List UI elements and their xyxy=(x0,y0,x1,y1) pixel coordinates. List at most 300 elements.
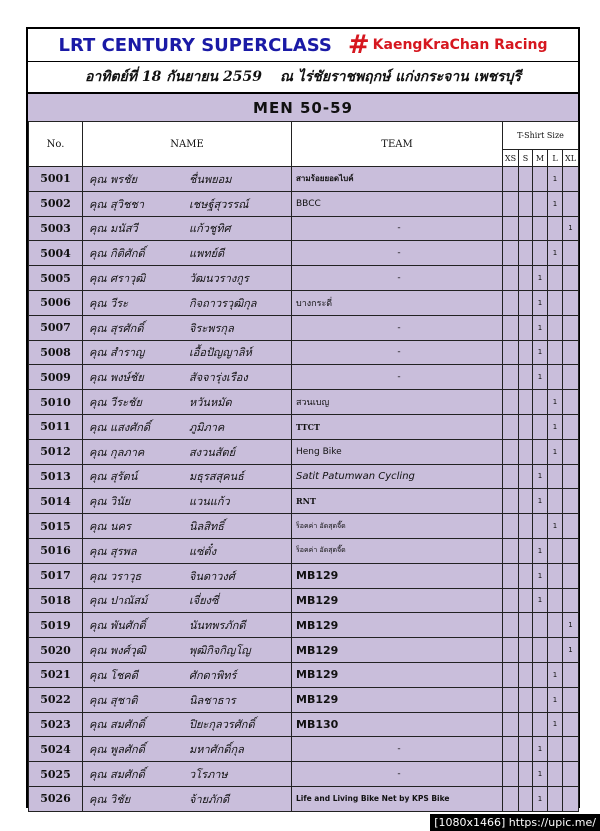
size-cell-s xyxy=(519,390,533,415)
rider-team: ร็อคค่า อัดสุดจี๊ด xyxy=(292,538,503,563)
size-cell-m: 1 xyxy=(533,464,548,489)
table-row xyxy=(29,638,579,663)
size-cell-m: 1 xyxy=(533,563,548,588)
size-cell-l: 1 xyxy=(548,687,563,712)
table-row xyxy=(29,390,579,415)
size-cell-s xyxy=(519,191,533,216)
size-cell-xl xyxy=(563,662,579,687)
rider-first-name: คุณ สุชาติ xyxy=(89,693,138,707)
size-cell-m: 1 xyxy=(533,290,548,315)
size-cell-m xyxy=(533,167,548,192)
size-cell-m xyxy=(533,613,548,638)
size-cell-s xyxy=(519,241,533,266)
size-cell-xl xyxy=(563,786,579,811)
rider-last-name: กิจถาวรวุฒิกุล xyxy=(189,296,257,310)
size-cell-m xyxy=(533,662,548,687)
size-cell-l xyxy=(548,786,563,811)
size-cell-s xyxy=(519,315,533,340)
rider-number: 5014 xyxy=(29,489,83,514)
size-cell-xs xyxy=(503,390,519,415)
size-cell-s xyxy=(519,489,533,514)
rider-team: RNT xyxy=(292,489,503,514)
size-cell-l xyxy=(548,464,563,489)
rider-number: 5015 xyxy=(29,514,83,539)
rider-first-name: คุณ นคร xyxy=(89,520,131,534)
size-cell-xl: 1 xyxy=(563,613,579,638)
size-cell-m: 1 xyxy=(533,786,548,811)
size-cell-xl xyxy=(563,340,579,365)
size-cell-xl: 1 xyxy=(563,638,579,663)
size-cell-xl xyxy=(563,588,579,613)
size-cell-l xyxy=(548,613,563,638)
size-cell-s xyxy=(519,786,533,811)
size-cell-xl xyxy=(563,439,579,464)
rider-last-name: ภูมิภาค xyxy=(189,420,225,434)
table-row xyxy=(29,290,579,315)
size-cell-l: 1 xyxy=(548,167,563,192)
table-row xyxy=(29,365,579,390)
size-cell-m: 1 xyxy=(533,315,548,340)
size-cell-s xyxy=(519,340,533,365)
rider-name xyxy=(83,167,292,192)
table-row xyxy=(29,687,579,712)
size-cell-m xyxy=(533,514,548,539)
col-header-name: NAME xyxy=(83,122,292,167)
roster-table xyxy=(28,121,579,812)
rider-number: 5009 xyxy=(29,365,83,390)
size-cell-l xyxy=(548,216,563,241)
rider-last-name: แก้วชูทิศ xyxy=(189,222,231,236)
table-row xyxy=(29,662,579,687)
size-cell-xl xyxy=(563,737,579,762)
size-cell-s xyxy=(519,216,533,241)
table-row xyxy=(29,712,579,737)
rider-name xyxy=(83,390,292,415)
table-row xyxy=(29,762,579,787)
rider-last-name: แซ่ตั๋ง xyxy=(189,544,217,558)
rider-name xyxy=(83,241,292,266)
rider-team: - xyxy=(292,216,503,241)
size-header-l: L xyxy=(548,150,563,167)
size-cell-xl xyxy=(563,464,579,489)
size-header-s: S xyxy=(519,150,533,167)
rider-name xyxy=(83,638,292,663)
size-cell-s xyxy=(519,439,533,464)
size-cell-xs xyxy=(503,464,519,489)
size-cell-xl xyxy=(563,167,579,192)
rider-first-name: คุณ ศราวุฒิ xyxy=(89,272,146,286)
rider-last-name: มหาศักดิ์กุล xyxy=(189,743,244,757)
table-row xyxy=(29,538,579,563)
rider-number: 5019 xyxy=(29,613,83,638)
rider-name xyxy=(83,588,292,613)
size-cell-l xyxy=(548,737,563,762)
size-cell-m xyxy=(533,390,548,415)
rider-name xyxy=(83,737,292,762)
rider-first-name: คุณ สมศักดิ์ xyxy=(89,768,145,782)
size-cell-l: 1 xyxy=(548,191,563,216)
size-cell-xs xyxy=(503,290,519,315)
rider-number: 5001 xyxy=(29,167,83,192)
hash-symbol: # xyxy=(347,30,370,60)
rider-number: 5021 xyxy=(29,662,83,687)
size-cell-s xyxy=(519,588,533,613)
rider-last-name: วัฒนวรางกูร xyxy=(189,272,249,286)
event-date: อาทิตย์ที่ 18 กันยายน 2559 xyxy=(84,69,262,85)
rider-last-name: มธุรสสุคนธ์ xyxy=(189,470,244,484)
rider-last-name: วโรภาษ xyxy=(189,768,228,782)
size-cell-s xyxy=(519,538,533,563)
rider-last-name: นิลชาธาร xyxy=(189,693,236,707)
rider-first-name: คุณ วิชัย xyxy=(89,792,131,806)
size-cell-s xyxy=(519,290,533,315)
table-row xyxy=(29,414,579,439)
size-cell-xs xyxy=(503,340,519,365)
size-cell-l: 1 xyxy=(548,390,563,415)
size-cell-xs xyxy=(503,563,519,588)
rider-first-name: คุณ วราวุธ xyxy=(89,569,142,583)
size-cell-xs xyxy=(503,439,519,464)
size-cell-m: 1 xyxy=(533,538,548,563)
size-cell-xl xyxy=(563,266,579,291)
table-row xyxy=(29,191,579,216)
size-cell-l: 1 xyxy=(548,712,563,737)
rider-last-name: แพทย์ดี xyxy=(189,247,225,261)
rider-last-name: หวันหมัด xyxy=(189,396,232,410)
rider-number: 5024 xyxy=(29,737,83,762)
size-cell-xl xyxy=(563,414,579,439)
rider-first-name: คุณ กุลภาค xyxy=(89,445,145,459)
size-cell-xl xyxy=(563,762,579,787)
size-cell-s xyxy=(519,662,533,687)
rider-first-name: คุณ พูลศักดิ์ xyxy=(89,743,145,757)
size-cell-l: 1 xyxy=(548,662,563,687)
size-cell-xl: 1 xyxy=(563,216,579,241)
size-cell-l xyxy=(548,538,563,563)
size-cell-xl xyxy=(563,390,579,415)
size-header-xl: XL xyxy=(563,150,579,167)
rider-name xyxy=(83,489,292,514)
rider-name xyxy=(83,538,292,563)
table-row xyxy=(29,786,579,811)
rider-name xyxy=(83,439,292,464)
size-cell-xs xyxy=(503,216,519,241)
size-cell-l xyxy=(548,563,563,588)
size-cell-s xyxy=(519,514,533,539)
size-cell-m: 1 xyxy=(533,737,548,762)
rider-number: 5003 xyxy=(29,216,83,241)
rider-last-name: ศักดาพิทร์ xyxy=(189,668,237,682)
size-cell-m xyxy=(533,439,548,464)
table-row xyxy=(29,167,579,192)
size-cell-l xyxy=(548,340,563,365)
rider-last-name: เชษฐ์สุวรรณ์ xyxy=(189,197,249,211)
rider-name xyxy=(83,266,292,291)
watermark: [1080x1466] https://upic.me/ xyxy=(430,814,600,831)
size-cell-xs xyxy=(503,191,519,216)
rider-first-name: คุณ สุรศักดิ์ xyxy=(89,321,144,335)
rider-number: 5023 xyxy=(29,712,83,737)
rider-team: MB130 xyxy=(292,712,503,737)
rider-team: ร็อคค่า อัดสุดจี๊ด xyxy=(292,514,503,539)
rider-team: สวนเบญ xyxy=(292,390,503,415)
size-header-m: M xyxy=(533,150,548,167)
table-row xyxy=(29,315,579,340)
rider-team: - xyxy=(292,315,503,340)
size-cell-xs xyxy=(503,167,519,192)
col-header-team: TEAM xyxy=(292,122,503,167)
size-cell-l: 1 xyxy=(548,414,563,439)
table-row xyxy=(29,613,579,638)
size-cell-xs xyxy=(503,489,519,514)
size-cell-m xyxy=(533,638,548,663)
rider-team: - xyxy=(292,737,503,762)
size-cell-xl xyxy=(563,687,579,712)
size-cell-l xyxy=(548,588,563,613)
rider-last-name: เอื้อปัญญาลิห์ xyxy=(189,346,252,360)
size-cell-xl xyxy=(563,563,579,588)
rider-first-name: คุณ พงษ์ชัย xyxy=(89,371,144,385)
rider-number: 5007 xyxy=(29,315,83,340)
rider-number: 5013 xyxy=(29,464,83,489)
size-cell-xl xyxy=(563,712,579,737)
size-cell-s xyxy=(519,687,533,712)
rider-number: 5011 xyxy=(29,414,83,439)
rider-number: 5016 xyxy=(29,538,83,563)
rider-team: BBCC xyxy=(292,191,503,216)
size-cell-l: 1 xyxy=(548,439,563,464)
rider-first-name: คุณ มนัสวี xyxy=(89,222,138,236)
rider-first-name: คุณ วีระ xyxy=(89,296,129,310)
size-cell-xs xyxy=(503,588,519,613)
table-row xyxy=(29,563,579,588)
rider-first-name: คุณ ปาณัสม์ xyxy=(89,594,148,608)
size-cell-xl xyxy=(563,489,579,514)
size-cell-s xyxy=(519,266,533,291)
rider-number: 5010 xyxy=(29,390,83,415)
size-cell-xs xyxy=(503,365,519,390)
size-cell-s xyxy=(519,737,533,762)
size-cell-xs xyxy=(503,638,519,663)
rider-team: Satit Patumwan Cycling xyxy=(292,464,503,489)
rider-last-name: แวนแก้ว xyxy=(189,495,230,509)
size-cell-l xyxy=(548,266,563,291)
rider-name xyxy=(83,191,292,216)
size-cell-m xyxy=(533,191,548,216)
rider-team: MB129 xyxy=(292,563,503,588)
rider-team: - xyxy=(292,241,503,266)
size-cell-xs xyxy=(503,737,519,762)
rider-last-name: เจี่ยงซี่ xyxy=(189,594,219,608)
size-cell-l xyxy=(548,315,563,340)
size-cell-s xyxy=(519,762,533,787)
size-cell-m: 1 xyxy=(533,365,548,390)
rider-first-name: คุณ พันศักดิ์ xyxy=(89,619,146,633)
size-cell-xl xyxy=(563,241,579,266)
size-cell-m xyxy=(533,712,548,737)
rider-name xyxy=(83,315,292,340)
size-cell-l xyxy=(548,638,563,663)
rider-last-name: นันทพรภักดี xyxy=(189,619,246,633)
table-row xyxy=(29,588,579,613)
size-cell-xl xyxy=(563,514,579,539)
size-cell-l: 1 xyxy=(548,241,563,266)
rider-number: 5025 xyxy=(29,762,83,787)
size-cell-m xyxy=(533,241,548,266)
rider-team: - xyxy=(292,340,503,365)
size-cell-xs xyxy=(503,712,519,737)
size-cell-l xyxy=(548,290,563,315)
size-cell-xs xyxy=(503,613,519,638)
size-cell-xs xyxy=(503,414,519,439)
table-row xyxy=(29,439,579,464)
size-cell-m: 1 xyxy=(533,762,548,787)
size-cell-xs xyxy=(503,514,519,539)
size-cell-l xyxy=(548,762,563,787)
rider-first-name: คุณ วีระชัย xyxy=(89,396,142,410)
size-cell-xs xyxy=(503,315,519,340)
size-cell-xs xyxy=(503,241,519,266)
col-header-tshirt: T-Shirt Size xyxy=(503,122,579,150)
size-cell-m: 1 xyxy=(533,340,548,365)
size-cell-s xyxy=(519,167,533,192)
rider-name xyxy=(83,563,292,588)
rider-number: 5026 xyxy=(29,786,83,811)
size-cell-m xyxy=(533,414,548,439)
size-cell-s xyxy=(519,563,533,588)
col-header-no: No. xyxy=(29,122,83,167)
rider-number: 5008 xyxy=(29,340,83,365)
table-row xyxy=(29,241,579,266)
rider-last-name: จินดาวงศ์ xyxy=(189,569,235,583)
rider-team: MB129 xyxy=(292,662,503,687)
rider-team: - xyxy=(292,762,503,787)
size-cell-l: 1 xyxy=(548,514,563,539)
category-banner: MEN 50-59 xyxy=(28,94,578,122)
rider-team: Heng Bike xyxy=(292,439,503,464)
rider-team: MB129 xyxy=(292,687,503,712)
table-row xyxy=(29,340,579,365)
rider-number: 5012 xyxy=(29,439,83,464)
table-row xyxy=(29,464,579,489)
rider-name xyxy=(83,414,292,439)
size-cell-xl xyxy=(563,290,579,315)
table-row xyxy=(29,737,579,762)
size-cell-l xyxy=(548,489,563,514)
size-cell-m: 1 xyxy=(533,489,548,514)
rider-number: 5004 xyxy=(29,241,83,266)
rider-last-name: นิลสิทธิ์ xyxy=(189,520,224,534)
rider-last-name: จ้ายภักดี xyxy=(189,792,230,806)
rider-last-name: พุฒิกิจกิญโญ xyxy=(189,644,251,658)
rider-name xyxy=(83,662,292,687)
size-cell-s xyxy=(519,613,533,638)
rider-name xyxy=(83,290,292,315)
rider-name xyxy=(83,762,292,787)
rider-team: MB129 xyxy=(292,613,503,638)
rider-team: MB129 xyxy=(292,588,503,613)
rider-first-name: คุณ สุรัตน์ xyxy=(89,470,138,484)
rider-name xyxy=(83,365,292,390)
rider-number: 5002 xyxy=(29,191,83,216)
rider-name xyxy=(83,613,292,638)
rider-team: TTCT xyxy=(292,414,503,439)
size-cell-xs xyxy=(503,538,519,563)
table-row xyxy=(29,266,579,291)
rider-first-name: คุณ สุรพล xyxy=(89,544,137,558)
rider-team: - xyxy=(292,365,503,390)
rider-last-name: สัจจารุ่งเรือง xyxy=(189,371,248,385)
rider-last-name: ปิยะกุลวรศักดิ์ xyxy=(189,718,255,732)
table-row xyxy=(29,514,579,539)
event-title-bar xyxy=(28,29,578,62)
size-cell-m: 1 xyxy=(533,266,548,291)
rider-first-name: คุณ พรชัย xyxy=(89,172,138,186)
event-subtitle xyxy=(28,62,578,94)
size-cell-s xyxy=(519,414,533,439)
size-cell-s xyxy=(519,712,533,737)
size-cell-xs xyxy=(503,266,519,291)
size-cell-m xyxy=(533,216,548,241)
rider-last-name: สงวนสัตย์ xyxy=(189,445,236,459)
size-cell-s xyxy=(519,464,533,489)
rider-number: 5020 xyxy=(29,638,83,663)
size-cell-m: 1 xyxy=(533,588,548,613)
rider-number: 5017 xyxy=(29,563,83,588)
size-cell-xl xyxy=(563,365,579,390)
rider-number: 5022 xyxy=(29,687,83,712)
size-cell-xs xyxy=(503,762,519,787)
rider-first-name: คุณ สำราญ xyxy=(89,346,145,360)
rider-name xyxy=(83,786,292,811)
rider-name xyxy=(83,464,292,489)
rider-number: 5018 xyxy=(29,588,83,613)
size-header-xs: XS xyxy=(503,150,519,167)
rider-first-name: คุณ แสงศักดิ์ xyxy=(89,420,151,434)
rider-team: บางกระดี่ xyxy=(292,290,503,315)
rider-first-name: คุณ พงศ์วุฒิ xyxy=(89,644,146,658)
rider-name xyxy=(83,340,292,365)
size-cell-xl xyxy=(563,315,579,340)
roster-sheet xyxy=(26,27,580,808)
rider-team: Life and Living Bike Net by KPS Bike xyxy=(292,786,503,811)
rider-number: 5006 xyxy=(29,290,83,315)
rider-last-name: ชื่นพยอม xyxy=(189,172,232,186)
size-cell-xl xyxy=(563,191,579,216)
rider-first-name: คุณ วินัย xyxy=(89,495,131,509)
rider-team: สามร้อยยอดไบค์ xyxy=(292,167,503,192)
size-cell-m xyxy=(533,687,548,712)
size-cell-l xyxy=(548,365,563,390)
rider-number: 5005 xyxy=(29,266,83,291)
size-cell-s xyxy=(519,365,533,390)
size-cell-xl xyxy=(563,538,579,563)
rider-last-name: จิระพรกุล xyxy=(189,321,234,335)
size-cell-xs xyxy=(503,662,519,687)
rider-name xyxy=(83,514,292,539)
rider-first-name: คุณ กิติศักดิ์ xyxy=(89,247,145,261)
rider-team: MB129 xyxy=(292,638,503,663)
rider-first-name: คุณ สมศักดิ์ xyxy=(89,718,145,732)
rider-team: - xyxy=(292,266,503,291)
rider-name xyxy=(83,687,292,712)
size-cell-s xyxy=(519,638,533,663)
event-venue: ณ ไร่ชัยราชพฤกษ์ แก่งกระจาน เพชรบุรี xyxy=(279,69,522,85)
rider-first-name: คุณ โชคดี xyxy=(89,668,138,682)
size-cell-xs xyxy=(503,687,519,712)
rider-name xyxy=(83,216,292,241)
event-tag: KaengKraChan Racing xyxy=(372,37,548,53)
